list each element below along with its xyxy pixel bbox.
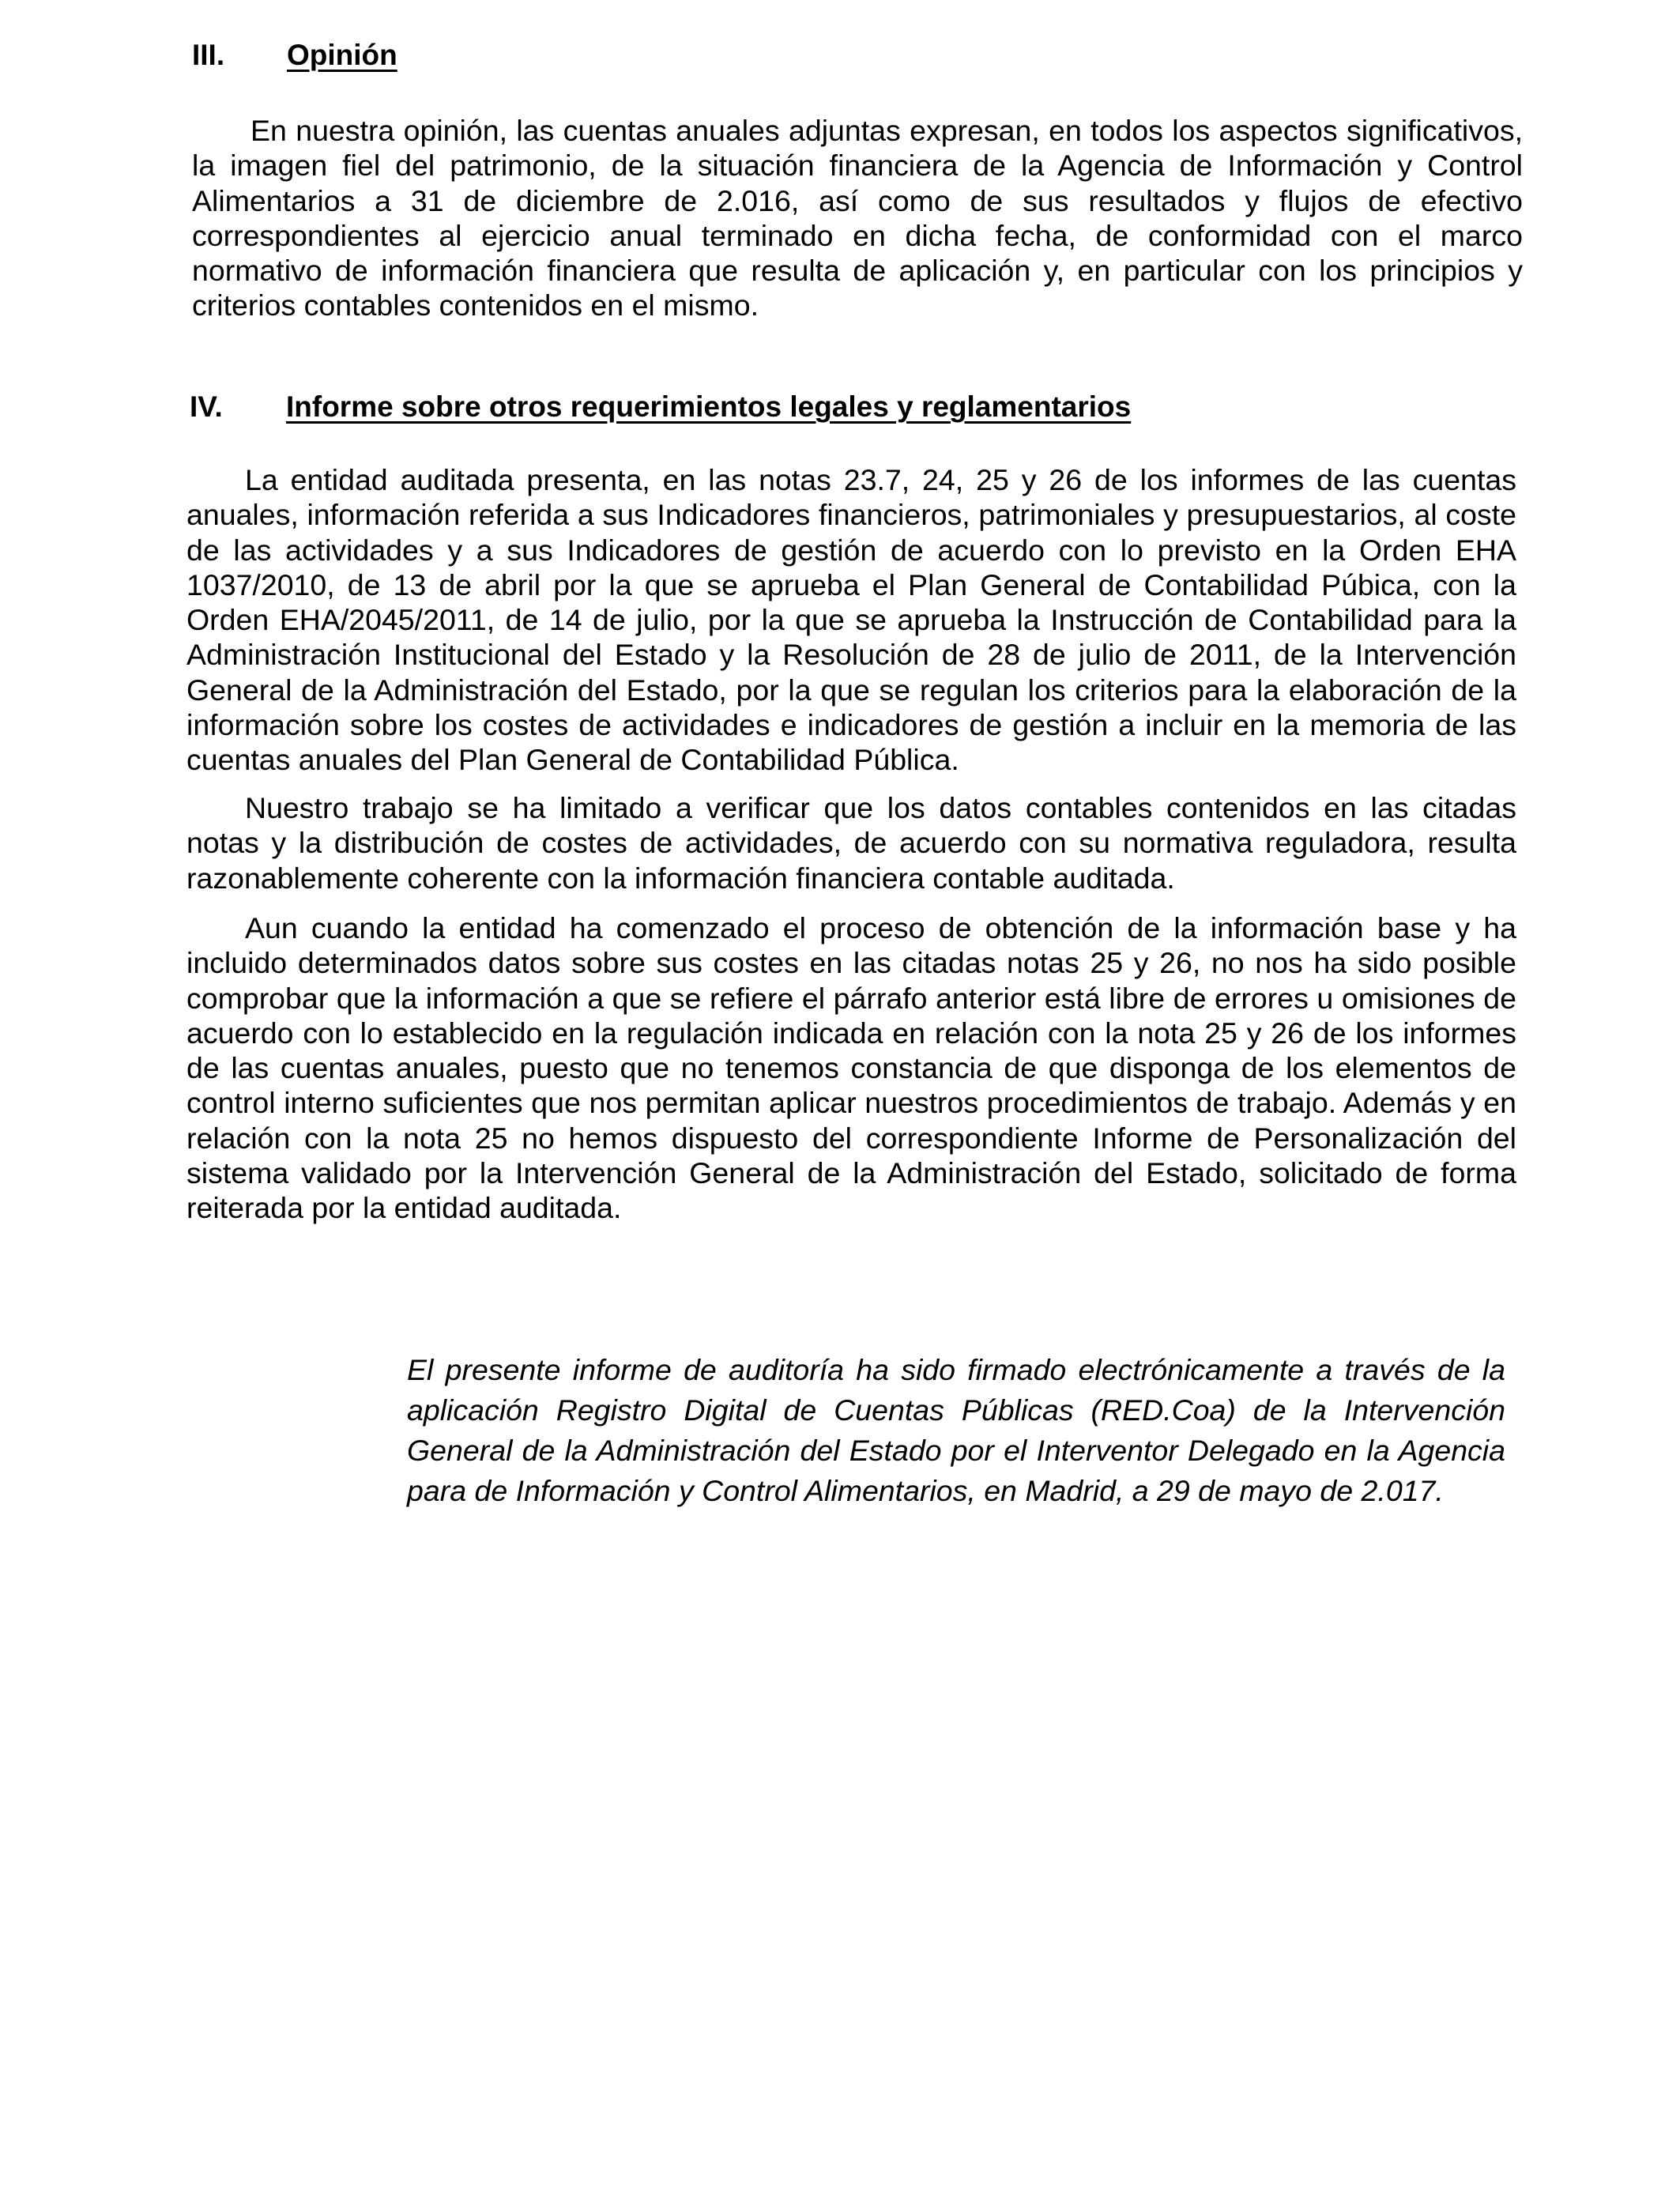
- legal-requirements-paragraph-1: La entidad auditada presenta, en las notas 23.7, 24, 25 y 26 de los informes de las cuentas anuales, información referida a sus Indicadores financieros, patrimoniales y presupuestarios, al coste de las actividades y a sus Indicadores de gestión de acuerdo con lo previsto en la Orden EHA 1037/2010, de 13 de abril por la que se aprueba el Plan General de Contabilidad Púbica, con la Orden EHA/2045/2011, de 14 de julio, por la que se aprueba la Instrucción de Contabilidad para la Administración Institucional del Estado y la Resolución de 28 de julio de 2011, de la Intervención General de la Administración del Estado, por la que se regulan los criterios para la elaboración de la información sobre los costes de actividades e indicadores de gestión a incluir en la memoria de las cuentas anuales del Plan General de Contabilidad Pública.: [186, 463, 1516, 777]
- section-iv-title: Informe sobre otros requerimientos legales y reglamentarios: [286, 390, 1132, 423]
- section-iv-number: IV.: [190, 390, 223, 423]
- section-iii-title: Opinión: [287, 39, 397, 71]
- legal-requirements-paragraph-2: Nuestro trabajo se ha limitado a verificar que los datos contables contenidos en las citadas notas y la distribución de costes de actividades, de acuerdo con su normativa reguladora, resulta razonablemente coherente con la información financiera contable auditada.: [186, 791, 1516, 895]
- section-iv-heading: [190, 390, 1132, 424]
- section-iii-heading: [192, 38, 397, 73]
- legal-requirements-paragraph-3: Aun cuando la entidad ha comenzado el proceso de obtención de la información base y ha incluido determinados datos sobre sus costes en las citadas notas 25 y 26, no nos ha sido posible comprobar que la información a que se refiere el párrafo anterior está libre de errores u omisiones de acuerdo con lo establecido en la regulación indicada en relación con la nota 25 y 26 de los informes de las cuentas anuales, puesto que no tenemos constancia de que disponga de los elementos de control interno suficientes que nos permitan aplicar nuestros procedimientos de trabajo. Además y en relación con la nota 25 no hemos dispuesto del correspondiente Informe de Personalización del sistema validado por la Intervención General de la Administración del Estado, solicitado de forma reiterada por la entidad auditada.: [186, 911, 1516, 1225]
- electronic-signature-note: El presente informe de auditoría ha sido firmado electrónicamente a través de la aplicación Registro Digital de Cuentas Públicas (RED.Coa) de la Intervención General de la Administración del Estado por el Interventor Delegado en la Agencia para de Información y Control Alimentarios, en Madrid, a 29 de mayo de 2.017.: [407, 1353, 1505, 1507]
- opinion-paragraph: En nuestra opinión, las cuentas anuales adjuntas expresan, en todos los aspectos significativos, la imagen fiel del patrimonio, de la situación financiera de la Agencia de Información y Control Alimentarios a 31 de diciembre de 2.016, así como de sus resultados y flujos de efectivo correspondientes al ejercicio anual terminado en dicha fecha, de conformidad con el marco normativo de información financiera que resulta de aplicación y, en particular con los principios y criterios contables contenidos en el mismo.: [192, 114, 1523, 322]
- section-iii-number: III.: [192, 39, 225, 71]
